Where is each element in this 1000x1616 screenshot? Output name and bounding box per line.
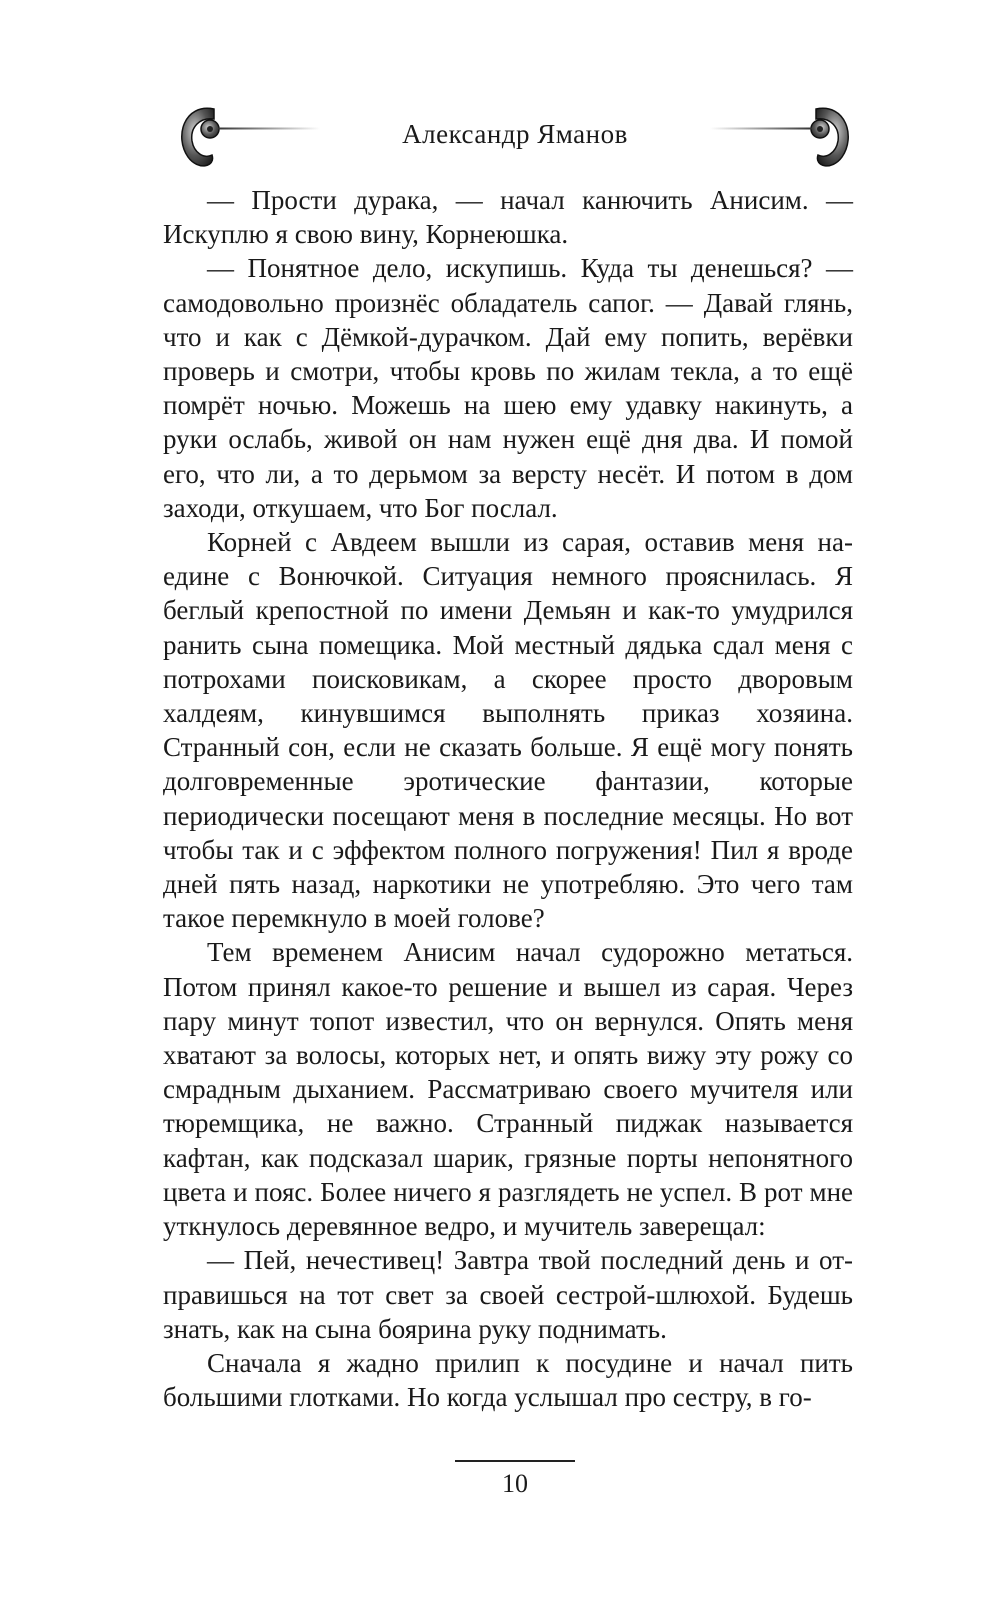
- paragraph: Тем временем Анисим начал судорожно метаться. Потом принял какое-то решение и вышел из сарая. Через пару минут топот известил, что он вернулся. Опять меня хватают за волосы, которых нет, и опять вижу эту рожу со смрадным дыханием. Рассматриваю своего мучителя или тюремщика, не важно. Странный пиджак называется кафтан, как подсказал шарик, грязные порты непонятного цвета и пояс. Более ничего я разглядеть не успел. В рот мне уткнулось деревянное ведро, и мучитель заверещал:: [163, 937, 853, 1242]
- paragraph: Сначала я жадно прилип к посудине и начал пить большими глотками. Но когда услышал про сестру, в го-: [163, 1347, 853, 1413]
- footer-rule: [455, 1460, 575, 1462]
- paragraph: — Пей, нечестивец! Завтра твой последний день и отправишься на тот свет за своей сестрой-шлюхой. Будешь знать, как на сына боярина руку поднимать.: [163, 1245, 853, 1344]
- ornament-right-icon: [710, 95, 860, 175]
- page-number: 10: [502, 1469, 528, 1498]
- running-title-author: Александр Яманов: [402, 119, 628, 149]
- paragraph: — Прости дурака, — начал канючить Анисим. — Искуплю я свою вину, Корнеюшка.: [163, 185, 853, 250]
- body-text: [163, 183, 853, 1414]
- paragraph: Корней с Авдеем вышли из сарая, оставив меня наедине с Вонючкой. Ситуация немного прояснилась. Я беглый крепостной по имени Демьян и как-то умудрился ранить сына помещика. Мой местный дядька сдал меня с потрохами поисковикам, а скорее просто дворовым халдеям, кинувшимся выполнять приказ хозяина. Странный сон, если не сказать больше. Я ещё могу понять долговременные эротические фантазии, которые периодически посещают меня в последние месяцы. Но вот чтобы так и с эффектом полного погружения! Пил я вроде дней пять назад, наркотики не употребляю. Это чего там такое перемкнуло в моей голове?: [163, 527, 853, 934]
- running-header: [170, 95, 860, 175]
- paragraph: — Понятное дело, искупишь. Куда ты денешься? — самодовольно произнёс обладатель сапог. — Давай глянь, что и как с Дёмкой-дурачком. Дай ему попить, верёвки проверь и смотри, чтобы кровь по жилам текла, а то ещё помрёт ночью. Можешь на шею ему удавку накинуть, а руки ослабь, живой он нам нужен ещё дня два. И помой его, что ли, а то дерьмом за версту несёт. И потом в дом заходи, откушаем, что Бог послал.: [163, 253, 853, 523]
